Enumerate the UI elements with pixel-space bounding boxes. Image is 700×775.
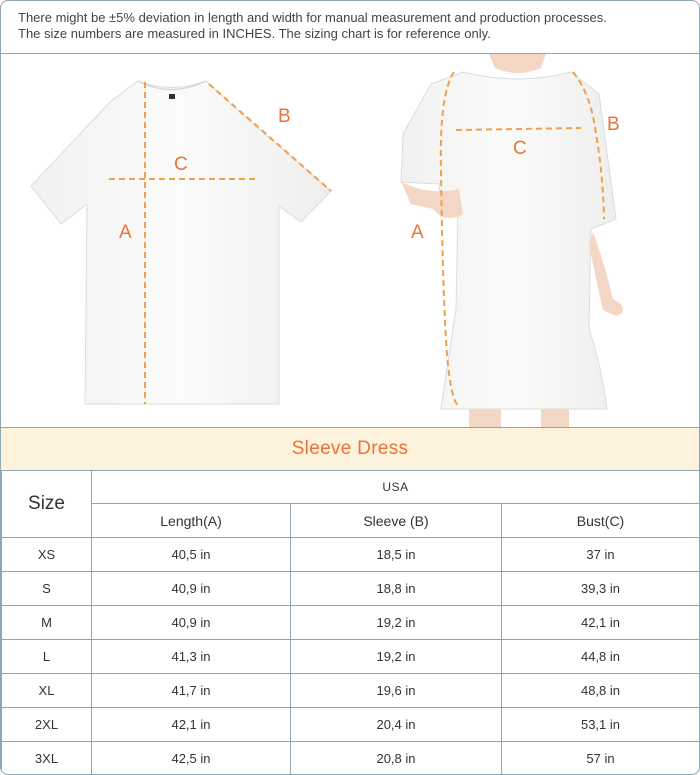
column-header-bust: Bust(C)	[502, 504, 700, 538]
sleeve-cell: 19,6 in	[291, 674, 502, 708]
bust-cell: 37 in	[502, 538, 700, 572]
table-row	[2, 708, 700, 742]
sleeve-cell: 20,4 in	[291, 708, 502, 742]
region-header: USA	[92, 471, 700, 504]
size-header: Size	[2, 471, 92, 538]
sleeve-cell: 18,5 in	[291, 538, 502, 572]
length-cell: 42,1 in	[92, 708, 291, 742]
column-header-length: Length(A)	[92, 504, 291, 538]
notice-line-1: There might be ±5% deviation in length and width for manual measurement and production processes.	[18, 10, 607, 25]
size-cell: 2XL	[2, 708, 92, 742]
sleeve-cell: 18,8 in	[291, 572, 502, 606]
flat-label-c: C	[174, 154, 188, 175]
bust-cell: 48,8 in	[502, 674, 700, 708]
model-dress-icon	[401, 54, 623, 427]
table-row	[2, 674, 700, 708]
model-label-a: A	[411, 222, 424, 243]
bust-cell: 57 in	[502, 742, 700, 775]
length-cell: 40,9 in	[92, 572, 291, 606]
bust-cell: 39,3 in	[502, 572, 700, 606]
column-header-sleeve: Sleeve (B)	[291, 504, 502, 538]
sleeve-cell: 20,8 in	[291, 742, 502, 775]
notice-line-2: The size numbers are measured in INCHES. The sizing chart is for reference only.	[18, 25, 491, 41]
size-cell: S	[2, 572, 92, 606]
sleeve-cell: 19,2 in	[291, 640, 502, 674]
size-cell: XS	[2, 538, 92, 572]
measurement-illustration	[1, 54, 699, 427]
sleeve-cell: 19,2 in	[291, 606, 502, 640]
bust-cell: 53,1 in	[502, 708, 700, 742]
size-table	[1, 470, 700, 775]
size-cell: 3XL	[2, 742, 92, 775]
flat-label-b: B	[278, 106, 291, 127]
table-row	[2, 640, 700, 674]
illustration-svg	[1, 54, 699, 427]
size-cell: XL	[2, 674, 92, 708]
table-row	[2, 572, 700, 606]
length-cell: 41,3 in	[92, 640, 291, 674]
length-cell: 40,5 in	[92, 538, 291, 572]
table-title-band	[1, 427, 699, 471]
length-cell: 42,5 in	[92, 742, 291, 775]
table-row	[2, 538, 700, 572]
model-label-b: B	[607, 114, 620, 135]
bust-cell: 44,8 in	[502, 640, 700, 674]
size-cell: L	[2, 640, 92, 674]
flat-label-a: A	[119, 222, 132, 243]
bust-cell: 42,1 in	[502, 606, 700, 640]
length-cell: 40,9 in	[92, 606, 291, 640]
flat-dress-icon	[31, 81, 331, 404]
measurement-notice	[18, 10, 688, 41]
table-title: Sleeve Dress	[291, 438, 409, 459]
table-row	[2, 742, 700, 775]
size-cell: M	[2, 606, 92, 640]
table-row	[2, 606, 700, 640]
model-label-c: C	[513, 138, 527, 159]
length-cell: 41,7 in	[92, 674, 291, 708]
